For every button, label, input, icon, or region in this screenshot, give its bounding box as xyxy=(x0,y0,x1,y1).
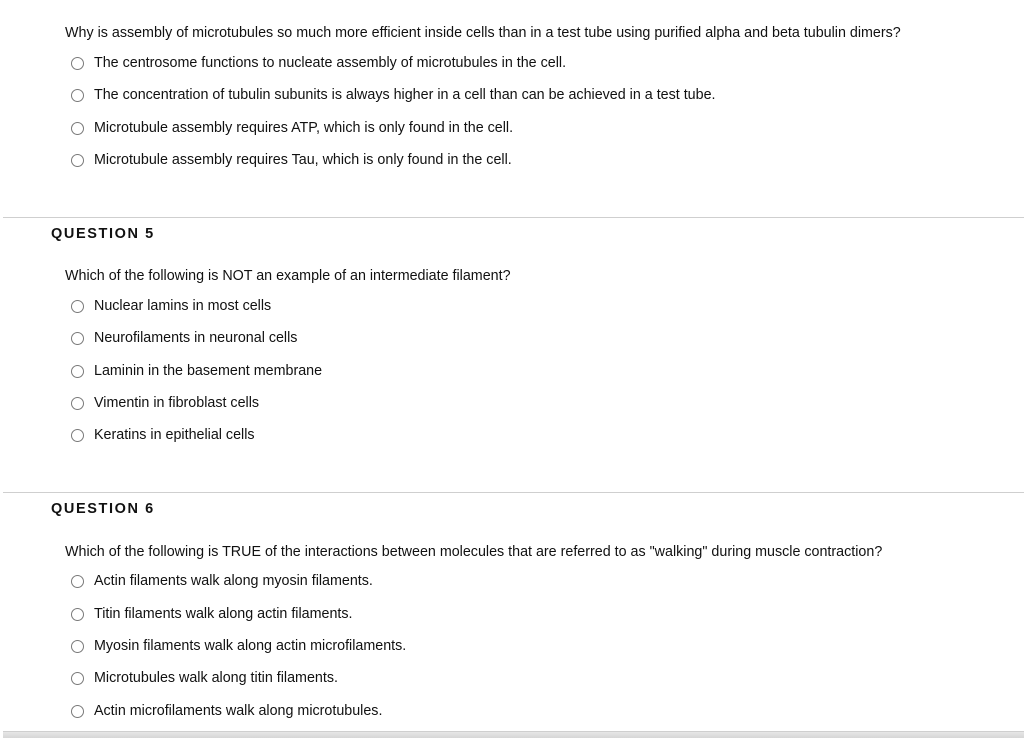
q5-option-a-label: Nuclear lamins in most cells xyxy=(94,298,272,314)
section-divider xyxy=(3,492,1024,493)
q4-option-b[interactable] xyxy=(71,85,716,105)
question-4-text: Why is assembly of microtubules so much more efficient inside cells than in a test tube using purified alpha and beta tubulin dimers? xyxy=(65,25,901,41)
q4-option-c-label: Microtubule assembly requires ATP, which is only found in the cell. xyxy=(94,120,514,136)
question-6-header: QUESTION 6 xyxy=(51,501,155,517)
q6-option-b-label: Titin filaments walk along actin filaments. xyxy=(94,606,353,622)
radio-button[interactable] xyxy=(71,122,84,135)
radio-button[interactable] xyxy=(71,397,84,410)
radio-button[interactable] xyxy=(71,640,84,653)
q5-option-c[interactable] xyxy=(71,361,322,381)
radio-button[interactable] xyxy=(71,365,84,378)
q5-option-b-label: Neurofilaments in neuronal cells xyxy=(94,330,298,346)
section-divider xyxy=(3,217,1024,218)
q4-option-d-label: Microtubule assembly requires Tau, which is only found in the cell. xyxy=(94,152,512,168)
q6-option-a-label: Actin filaments walk along myosin filaments. xyxy=(94,573,373,589)
radio-button[interactable] xyxy=(71,672,84,685)
radio-button[interactable] xyxy=(71,429,84,442)
question-5-header: QUESTION 5 xyxy=(51,226,155,242)
q5-option-d-label: Vimentin in fibroblast cells xyxy=(94,395,260,411)
radio-button[interactable] xyxy=(71,608,84,621)
question-5-text: Which of the following is NOT an example of an intermediate filament? xyxy=(65,268,511,284)
radio-button[interactable] xyxy=(71,332,84,345)
radio-button[interactable] xyxy=(71,57,84,70)
q5-option-e[interactable] xyxy=(71,425,255,445)
q4-option-b-label: The concentration of tubulin subunits is always higher in a cell than can be achieved in a test tube. xyxy=(94,87,716,103)
q4-option-c[interactable] xyxy=(71,118,513,138)
q5-option-c-label: Laminin in the basement membrane xyxy=(94,363,323,379)
q4-option-a[interactable] xyxy=(71,53,566,73)
q6-option-d-label: Microtubules walk along titin filaments. xyxy=(94,670,338,686)
q6-option-c[interactable] xyxy=(71,636,406,656)
radio-button[interactable] xyxy=(71,575,84,588)
q5-option-d[interactable] xyxy=(71,393,259,413)
radio-button[interactable] xyxy=(71,154,84,167)
q5-option-a[interactable] xyxy=(71,296,271,316)
q5-option-e-label: Keratins in epithelial cells xyxy=(94,427,255,443)
q5-option-b[interactable] xyxy=(71,328,297,348)
q4-option-a-label: The centrosome functions to nucleate assembly of microtubules in the cell. xyxy=(94,55,567,71)
radio-button[interactable] xyxy=(71,89,84,102)
radio-button[interactable] xyxy=(71,300,84,313)
q4-option-d[interactable] xyxy=(71,150,512,170)
q6-option-e-label: Actin microfilaments walk along microtubules. xyxy=(94,703,383,719)
question-6-text: Which of the following is TRUE of the interactions between molecules that are referred to as "walking" during muscle contraction? xyxy=(65,544,883,560)
radio-button[interactable] xyxy=(71,705,84,718)
q6-option-e[interactable] xyxy=(71,701,382,721)
q6-option-d[interactable] xyxy=(71,668,338,688)
q6-option-a[interactable] xyxy=(71,571,373,591)
q6-option-b[interactable] xyxy=(71,604,353,624)
q6-option-c-label: Myosin filaments walk along actin microfilaments. xyxy=(94,638,407,654)
